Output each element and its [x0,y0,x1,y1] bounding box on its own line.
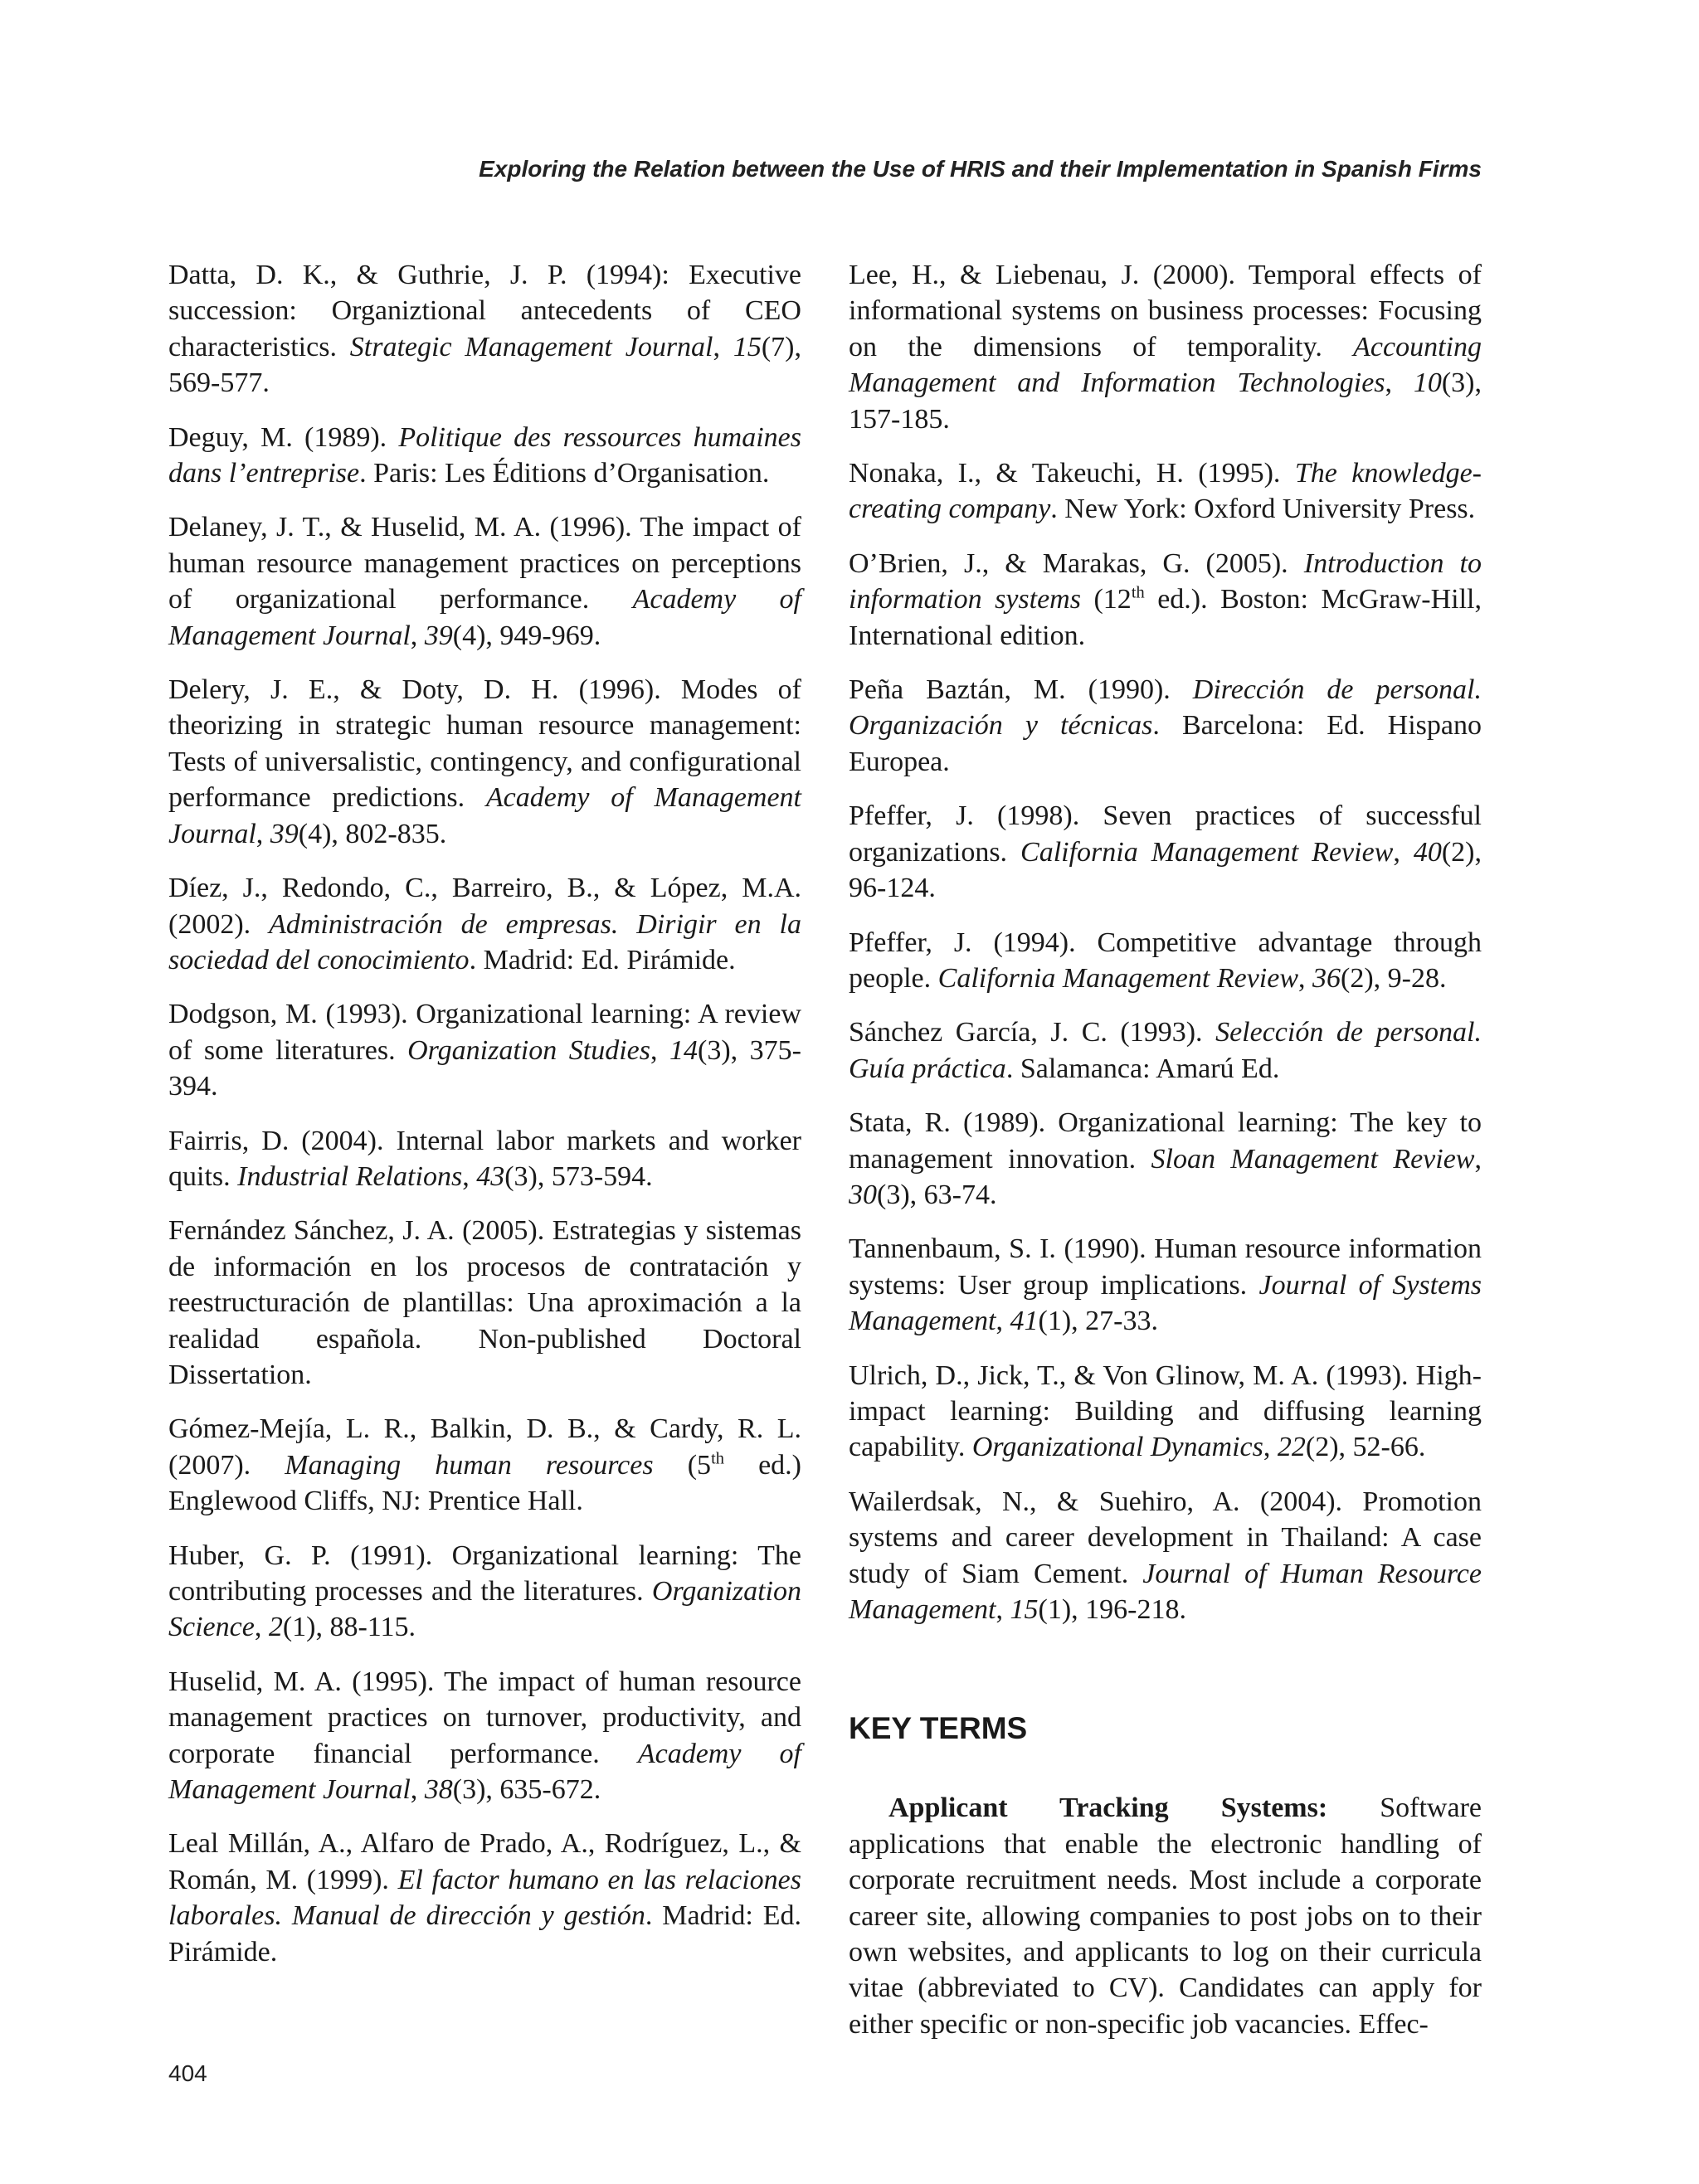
reference-separator: , [462,1160,477,1192]
reference-source-title: Journal of Systems Management [849,1269,1482,1337]
reference-text: Datta, D. K., & Guthrie, J. P. (1994): Executive succession: Organiztional antecedents of CEO characteristics. [168,260,801,362]
reference-source-title: Academy of Management Journal [168,782,801,849]
references-right-list [849,257,1482,1627]
reference-entry [168,1411,801,1519]
key-terms-heading: KEY TERMS [849,1711,1028,1746]
reference-tail: . Madrid: Ed. Pirámide. [469,944,736,975]
reference-text: Wailerdsak, N., & Suehiro, A. (2004). Promotion systems and career development in Thailand: A case study of Siam Cement. [849,1486,1482,1589]
reference-source-title: Selección de personal. Guía práctica [849,1017,1482,1084]
reference-separator: (12 [1080,584,1132,615]
reference-separator: , [713,331,733,362]
reference-volume: 39 [270,818,299,849]
reference-volume: 15 [733,331,762,362]
reference-tail: (4), 949-969. [452,620,601,651]
reference-text: Sánchez García, J. C. (1993). [849,1017,1216,1048]
reference-text: Díez, J., Redondo, C., Barreiro, B., & López, M.A. (2002). [168,873,801,940]
reference-tail: (7), 569-577. [168,331,801,399]
reference-tail: (3), 573-594. [504,1160,653,1192]
reference-source-title: Academy of Management Journal [168,1738,801,1806]
reference-tail: (3), 63-74. [877,1179,997,1210]
reference-volume: 10 [1413,367,1442,399]
reference-entry [849,546,1482,654]
key-term-name: Applicant Tracking Systems: [888,1792,1328,1824]
reference-text: Ulrich, D., Jick, T., & Von Glinow, M. A. (1993). High-impact learning: Building and diffusing learning capability. [849,1360,1482,1463]
reference-entry [168,996,801,1104]
reference-separator: , [1385,367,1414,399]
reference-volume: 41 [1010,1306,1039,1337]
reference-text: Tannenbaum, S. I. (1990). Human resource information systems: User group implications. [849,1233,1482,1301]
page-number: 404 [168,2060,207,2086]
reference-tail: . Salamanca: Amarú Ed. [1005,1053,1280,1084]
reference-text: Pfeffer, J. (1998). Seven practices of successful organizations. [849,800,1482,868]
reference-text: Delery, J. E., & Doty, D. H. (1996). Modes of theorizing in strategic human resource management: Tests of universalistic, contingency, and configurational performance predictions. [168,674,801,814]
reference-superscript: th [711,1449,724,1468]
reference-entry [849,1358,1482,1466]
reference-entry [849,798,1482,906]
reference-text: Fernández Sánchez, J. A. (2005). Estrategias y sistemas de información en los procesos de contratación y reestructuración de plantillas: Una aproximación a la realidad española. Non-published Doctoral Dissertation. [168,1215,801,1390]
reference-source-title: Organization Science [168,1576,801,1643]
key-terms-list [849,1790,1482,2042]
reference-text: Huselid, M. A. (1995). The impact of human resource management practices on turnover, productivity, and corporate financial performance. [168,1666,801,1769]
reference-text: Huber, G. P. (1991). Organizational learning: The contributing processes and the literatures. [168,1540,801,1607]
key-term-definition: Software applications that enable the electronic handling of corporate recruitment needs. Most include a corporate career site, allowing companies to post jobs on to their own websites, and applicants to log on their curricula vitae (abbreviated to CV). Candidates can apply for either specific or non-specific job vacancies. Effec- [849,1792,1482,2040]
reference-tail: (2), 52-66. [1305,1432,1426,1463]
reference-source-title: Journal of Human Resource Management [849,1558,1482,1625]
reference-separator: , [254,1612,269,1643]
reference-entry [168,1826,801,1970]
reference-separator: , [410,620,425,651]
reference-text: Peña Baztán, M. (1990). [849,674,1193,706]
running-header: Exploring the Relation between the Use of HRIS and their Implementation in Spanish Firms [479,156,1482,182]
reference-tail: ed.). Boston: McGraw-Hill, International edition. [849,584,1482,651]
reference-source-title: California Management Review [1020,836,1394,868]
reference-separator: , [410,1774,425,1806]
reference-tail: . Barcelona: Ed. Hispano Europea. [849,710,1482,777]
reference-source-title: Managing human resources [285,1449,654,1481]
reference-tail: . Madrid: Ed. Pirámide. [168,1900,802,1968]
reference-source-title: Administración de empresas. Dirigir en la sociedad del conocimiento [168,908,801,975]
reference-entry [168,672,801,852]
reference-entry [168,870,801,978]
reference-tail: (3), 375-394. [168,1034,801,1102]
reference-tail: . New York: Oxford University Press. [1050,494,1476,525]
reference-volume: 36 [1312,962,1341,994]
reference-tail: (3), 635-672. [452,1774,601,1806]
reference-text: Pfeffer, J. (1994). Competitive advantage through people. [849,927,1482,994]
reference-tail: (1), 27-33. [1038,1306,1158,1337]
reference-text: Deguy, M. (1989). [168,421,399,453]
reference-source-title: Organizational Dynamics [971,1432,1263,1463]
reference-separator: , [650,1034,669,1066]
reference-tail: (1), 88-115. [282,1612,416,1643]
reference-separator: , [1474,1143,1482,1175]
reference-separator: , [996,1594,1010,1625]
reference-text: Lee, H., & Liebenau, J. (2000). Temporal effects of informational systems on business processes: Focusing on the dimensions of temporality. [849,260,1482,362]
reference-entry [849,455,1482,528]
reference-tail: . Paris: Les Éditions d’Organisation. [359,458,770,489]
reference-separator: , [996,1306,1010,1337]
reference-entry [849,925,1482,997]
reference-entry [849,672,1482,780]
reference-tail: (4), 802-835. [298,818,447,849]
reference-source-title: Sloan Management Review [1151,1143,1475,1175]
reference-source-title: Introduction to information systems [849,547,1482,615]
reference-text: Dodgson, M. (1993). Organizational learning: A review of some literatures. [168,999,801,1066]
reference-text: Delaney, J. T., & Huselid, M. A. (1996). The impact of human resource management practices on perceptions of organizational performance. [168,512,801,615]
reference-text: O’Brien, J., & Marakas, G. (2005). [849,547,1304,579]
reference-entry [168,509,801,654]
reference-source-title: Academy of Management Journal [168,584,801,651]
reference-source-title: Organization Studies [407,1034,650,1066]
reference-entry [168,257,801,401]
reference-entry [168,1664,801,1808]
reference-text: Leal Millán, A., Alfaro de Prado, A., Rodríguez, L., & Román, M. (1999). [168,1828,801,1895]
reference-source-title: Industrial Relations [237,1160,463,1192]
reference-entry [849,1484,1482,1628]
reference-text: Gómez-Mejía, L. R., Balkin, D. B., & Cardy, R. L. (2007). [168,1413,801,1481]
reference-separator: , [1298,962,1313,994]
reference-source-title: Dirección de personal. Organización y técnicas [849,674,1482,742]
reference-volume: 30 [849,1179,877,1210]
reference-source-title: Accounting Management and Information Technologies [849,331,1482,399]
references-right-column [849,257,1482,2042]
reference-source-title: The knowledge-creating company [849,458,1482,525]
reference-entry [849,1105,1482,1213]
reference-entry [849,1231,1482,1339]
reference-text: Stata, R. (1989). Organizational learning: The key to management innovation. [849,1107,1482,1175]
reference-volume: 40 [1413,836,1442,868]
reference-tail: (3), 157-185. [849,367,1482,435]
reference-superscript: th [1131,583,1145,602]
reference-entry [849,257,1482,437]
references-left-column [168,257,801,1988]
reference-source-title: Strategic Management Journal [349,331,713,362]
reference-volume: 22 [1277,1432,1306,1463]
reference-entry [168,1213,801,1393]
reference-tail: (2), 9-28. [1341,962,1447,994]
reference-source-title: California Management Review [937,962,1299,994]
reference-text: Nonaka, I., & Takeuchi, H. (1995). [849,458,1295,489]
reference-volume: 14 [669,1034,698,1066]
reference-source-title: El factor humano en las relaciones laborales. Manual de dirección y gestión [168,1864,801,1932]
key-term-entry [849,1790,1482,2042]
reference-tail: (1), 196-218. [1038,1594,1186,1625]
reference-entry [168,1123,801,1195]
reference-tail: ed.) Englewood Cliffs, NJ: Prentice Hall. [168,1449,801,1517]
reference-separator: , [1393,836,1414,868]
reference-text: Fairris, D. (2004). Internal labor markets and worker quits. [168,1125,801,1192]
reference-volume: 2 [268,1612,283,1643]
reference-separator: , [1263,1432,1278,1463]
reference-separator: , [256,818,270,849]
reference-volume: 15 [1010,1594,1039,1625]
reference-volume: 39 [424,620,453,651]
reference-source-title: Politique des ressources humaines dans l’entreprise [168,421,801,489]
reference-volume: 38 [424,1774,453,1806]
reference-tail: (2), 96-124. [849,836,1482,904]
reference-entry [168,420,801,492]
reference-volume: 43 [476,1160,505,1192]
reference-entry [168,1538,801,1646]
reference-entry [849,1014,1482,1087]
reference-separator: (5 [653,1449,712,1481]
